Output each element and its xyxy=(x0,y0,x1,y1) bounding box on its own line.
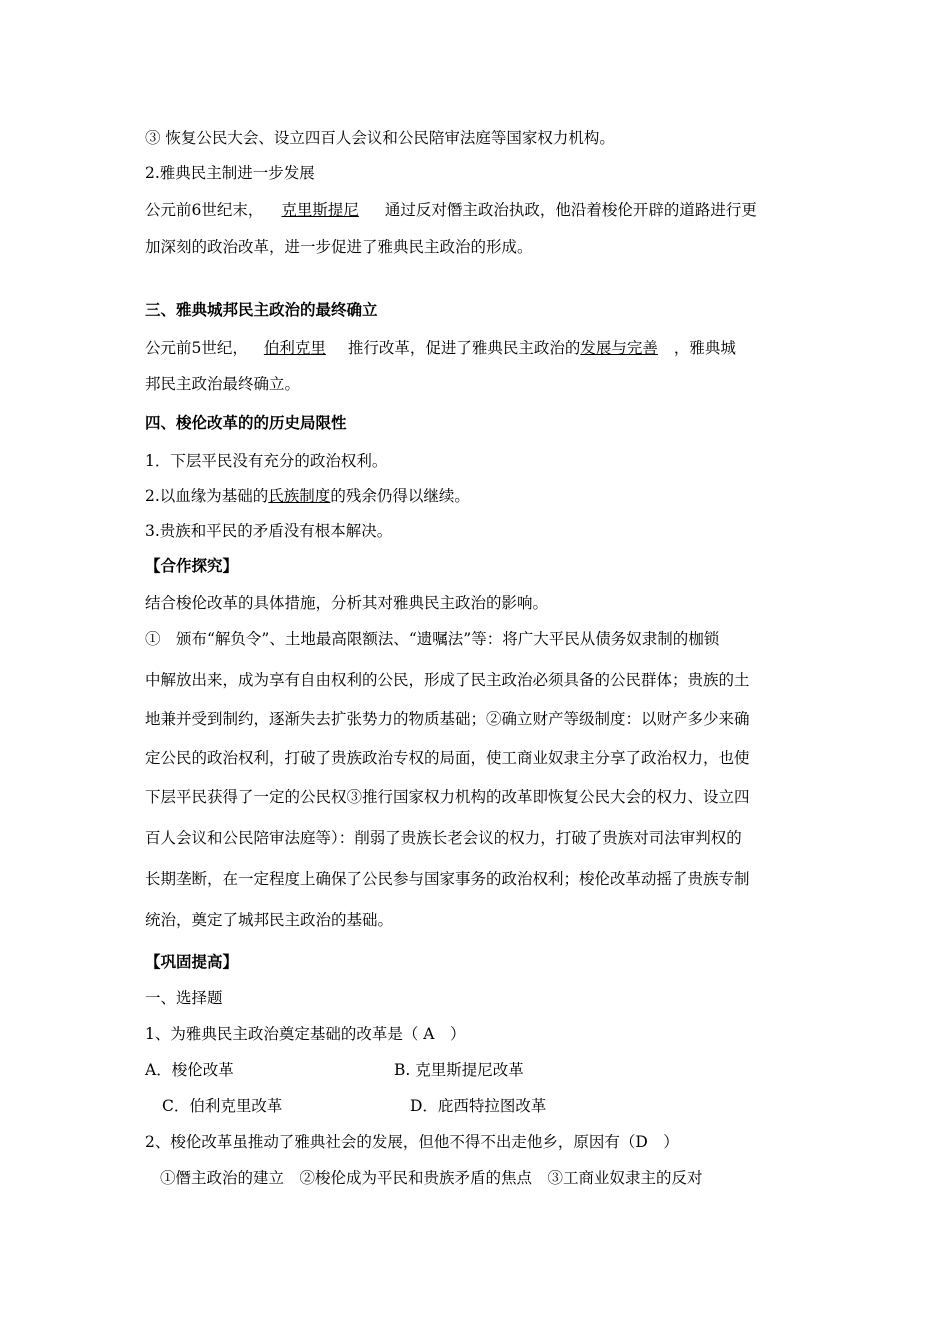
q2-items: ①僭主政治的建立 ②梭伦成为平民和贵族矛盾的焦点 ③工商业奴隶主的反对 xyxy=(160,1169,703,1187)
pericles-paragraph xyxy=(145,338,736,358)
fill-blank-answer: 克里斯提尼 xyxy=(281,201,359,219)
coop-answer-line: 定公民的政治权利，打破了贵族政治专权的局面，使工商业奴隶主分享了政治权力，也使 xyxy=(145,749,750,767)
choice-section-title: 一、选择题 xyxy=(145,989,223,1007)
section-heading-4: 四、梭伦改革的的历史局限性 xyxy=(145,413,347,432)
underlined-term: 氏族制度 xyxy=(268,487,331,505)
cleisthenes-paragraph-cont: 加深刻的政治改革，进一步促进了雅典民主政治的形成。 xyxy=(145,238,533,256)
limitation-item-1: 1．下层平民没有充分的政治权利。 xyxy=(145,452,388,470)
text-segment: ，雅典城 xyxy=(673,339,736,357)
coop-answer-line: 统治，奠定了城邦民主政治的基础。 xyxy=(145,911,394,929)
question-1: 1、为雅典民主政治奠定基础的改革是（ A ） xyxy=(145,1025,466,1043)
coop-answer-line: ① 颁布“解负令”、土地最高限额法、“遗嘱法”等：将广大平民从债务奴隶制的枷锁 xyxy=(145,630,720,648)
text-segment: 推行改革，促进了雅典民主政治的 xyxy=(347,339,581,357)
q1-option-b: B. 克里斯提尼改革 xyxy=(394,1061,524,1079)
fill-blank-answer: 伯利克里 xyxy=(263,339,326,357)
text-segment: 通过反对僭主政治执政，他沿着梭伦开辟的道路进行更 xyxy=(384,201,757,219)
coop-answer-line: 百人会议和公民陪审法庭等）：削弱了贵族长老会议的权力，打破了贵族对司法审判权的 xyxy=(145,829,742,847)
coop-question: 结合梭伦改革的具体措施，分析其对雅典民主政治的影响。 xyxy=(145,594,549,612)
limitation-item-2: 2.以血缘为基础的氏族制度的残余仍得以继续。 xyxy=(145,487,470,505)
fill-blank-answer: 发展与完善 xyxy=(580,339,658,357)
q1-option-c: C．伯利克里改革 xyxy=(162,1097,283,1115)
pericles-paragraph-cont: 邦民主政治最终确立。 xyxy=(145,375,301,393)
section-heading-3: 三、雅典城邦民主政治的最终确立 xyxy=(145,300,378,319)
subsection-title-2: 2.雅典民主制进一步发展 xyxy=(145,164,315,182)
coop-answer-line: 中解放出来，成为享有自由权利的公民，形成了民主政治必须具备的公民群体；贵族的土 xyxy=(145,671,750,689)
reform-item-3: ③ 恢复公民大会、设立四百人会议和公民陪审法庭等国家权力机构。 xyxy=(145,129,615,147)
q1-option-d: D．庇西特拉图改革 xyxy=(410,1097,547,1115)
question-2: 2、梭伦改革虽推动了雅典社会的发展，但他不得不出走他乡，原因有（D ） xyxy=(145,1133,679,1151)
coop-answer-line: 地兼并受到制约，逐渐失去扩张势力的物质基础；②确立财产等级制度：以财产多少来确 xyxy=(145,710,750,728)
limitation-item-3: 3.贵族和平民的矛盾没有根本解决。 xyxy=(145,522,393,540)
q1-option-a: A．梭伦改革 xyxy=(145,1061,234,1079)
coop-answer-line: 长期垄断，在一定程度上确保了公民参与国家事务的政治权利；梭伦改革动摇了贵族专制 xyxy=(145,870,750,888)
text-segment: 公元前6世纪末， xyxy=(145,201,264,219)
coop-heading: 【合作探究】 xyxy=(145,556,239,575)
cleisthenes-paragraph xyxy=(145,200,757,220)
text-segment: 公元前5世纪， xyxy=(145,339,248,357)
consolidate-heading: 【巩固提高】 xyxy=(145,952,239,971)
coop-answer-line: 下层平民获得了一定的公民权③推行国家权力机构的改革即恢复公民大会的权力、设立四 xyxy=(145,788,750,806)
